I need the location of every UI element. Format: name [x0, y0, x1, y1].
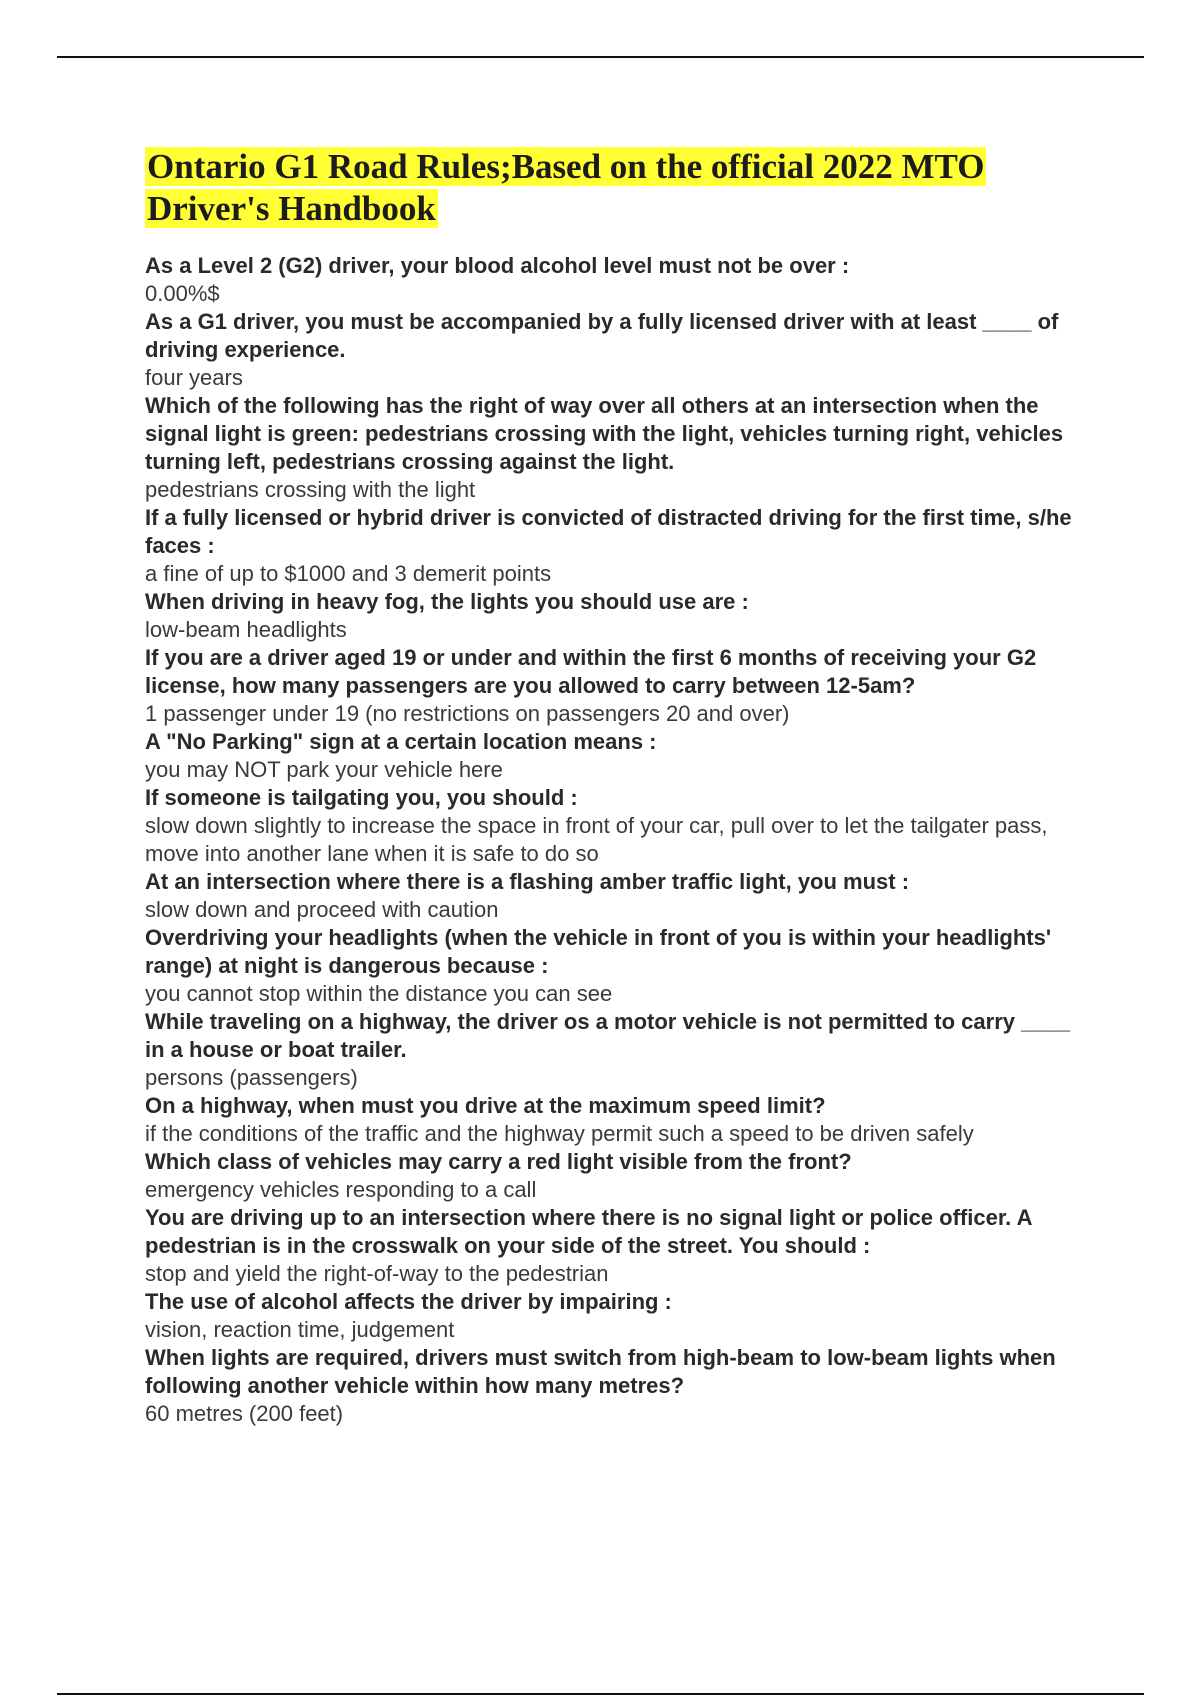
- qa-item: [145, 784, 1095, 868]
- question-text: A "No Parking" sign at a certain location means :: [145, 729, 657, 754]
- bottom-divider: [57, 1693, 1144, 1695]
- qa-item: [145, 644, 1095, 728]
- qa-item: [145, 1148, 1095, 1204]
- qa-item: [145, 392, 1095, 504]
- question-text: On a highway, when must you drive at the maximum speed limit?: [145, 1093, 826, 1118]
- qa-item: [145, 588, 1095, 644]
- question-text: When driving in heavy fog, the lights you should use are :: [145, 589, 749, 614]
- answer-text: 0.00%$: [145, 281, 220, 306]
- answer-text: four years: [145, 365, 243, 390]
- qa-item: [145, 924, 1095, 1008]
- question-text: As a Level 2 (G2) driver, your blood alcohol level must not be over :: [145, 253, 850, 278]
- question-text: While traveling on a highway, the driver os a motor vehicle is not permitted to carry ____ in a house or boat trailer.: [145, 1009, 1071, 1062]
- qa-item: [145, 728, 1095, 784]
- qa-list: [145, 252, 1095, 1428]
- qa-item: [145, 868, 1095, 924]
- answer-text: 60 metres (200 feet): [145, 1401, 344, 1426]
- qa-item: [145, 308, 1095, 392]
- question-text: Which of the following has the right of way over all others at an intersection when the signal light is green: pedestrians crossing with the light, vehicles turning right, vehicles turning left, pedestrians crossing against the light.: [145, 393, 1064, 474]
- answer-text: low-beam headlights: [145, 617, 347, 642]
- document-title-highlight: Ontario G1 Road Rules;Based on the official 2022 MTO Driver's Handbook: [147, 147, 985, 228]
- question-text: When lights are required, drivers must switch from high-beam to low-beam lights when following another vehicle within how many metres?: [145, 1345, 1056, 1398]
- question-text: Which class of vehicles may carry a red light visible from the front?: [145, 1149, 852, 1174]
- question-text: If someone is tailgating you, you should :: [145, 785, 578, 810]
- answer-text: vision, reaction time, judgement: [145, 1317, 455, 1342]
- qa-item: [145, 1204, 1095, 1288]
- answer-text: 1 passenger under 19 (no restrictions on passengers 20 and over): [145, 701, 790, 726]
- answer-text: stop and yield the right-of-way to the pedestrian: [145, 1261, 609, 1286]
- answer-text: slow down and proceed with caution: [145, 897, 499, 922]
- top-divider: [57, 56, 1144, 58]
- question-text: You are driving up to an intersection where there is no signal light or police officer. A pedestrian is in the crosswalk on your side of the street. You should :: [145, 1205, 1032, 1258]
- question-text: The use of alcohol affects the driver by impairing :: [145, 1289, 672, 1314]
- qa-item: [145, 1092, 1095, 1148]
- qa-item: [145, 1344, 1095, 1428]
- question-text: As a G1 driver, you must be accompanied by a fully licensed driver with at least ____ of driving experience.: [145, 309, 1059, 362]
- answer-text: slow down slightly to increase the space in front of your car, pull over to let the tailgater pass, move into another lane when it is safe to do so: [145, 813, 1048, 866]
- answer-text: if the conditions of the traffic and the highway permit such a speed to be driven safely: [145, 1121, 974, 1146]
- qa-item: [145, 252, 1095, 308]
- answer-text: you may NOT park your vehicle here: [145, 757, 503, 782]
- document-title: [145, 146, 1095, 230]
- question-text: At an intersection where there is a flashing amber traffic light, you must :: [145, 869, 910, 894]
- qa-item: [145, 1008, 1095, 1092]
- question-text: If you are a driver aged 19 or under and within the first 6 months of receiving your G2 license, how many passengers are you allowed to carry between 12-5am?: [145, 645, 1037, 698]
- answer-text: a fine of up to $1000 and 3 demerit points: [145, 561, 552, 586]
- question-text: Overdriving your headlights (when the vehicle in front of you is within your headlights' range) at night is dangerous because :: [145, 925, 1052, 978]
- question-text: If a fully licensed or hybrid driver is convicted of distracted driving for the first time, s/he faces :: [145, 505, 1072, 558]
- qa-item: [145, 504, 1095, 588]
- document-body: [145, 146, 1095, 1428]
- answer-text: emergency vehicles responding to a call: [145, 1177, 537, 1202]
- qa-item: [145, 1288, 1095, 1344]
- answer-text: persons (passengers): [145, 1065, 358, 1090]
- answer-text: you cannot stop within the distance you can see: [145, 981, 613, 1006]
- answer-text: pedestrians crossing with the light: [145, 477, 476, 502]
